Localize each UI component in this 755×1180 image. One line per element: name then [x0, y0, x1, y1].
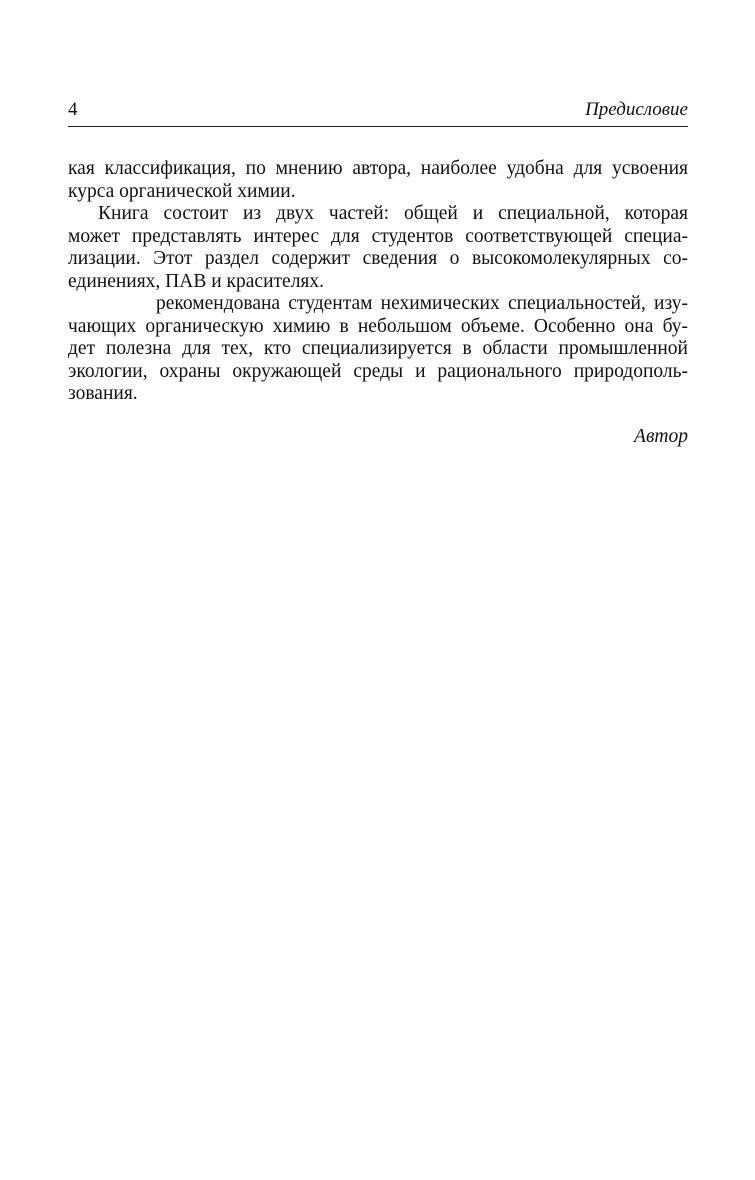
- page-number: 4: [68, 99, 78, 120]
- text-line: чающих органическую химию в небольшом объеме. Особенно она бу-: [68, 315, 688, 337]
- text-line: рекомендована студентам нехимических специальностей, изу-: [156, 293, 688, 314]
- text-line: дет полезна для тех, кто специализируется в области промышленной: [68, 338, 688, 359]
- text-line: единениях, ПАВ и красителях.: [68, 270, 325, 292]
- text-line: лизации. Этот раздел содержит сведения о высокомолекулярных со-: [68, 248, 688, 269]
- text-line: курса органической химии.: [68, 180, 296, 202]
- running-title: Предисловие: [585, 99, 688, 120]
- page-header: [68, 96, 688, 127]
- text-line: зования.: [68, 383, 138, 404]
- text-line: экологии, охраны окружающей среды и рационального природополь-: [68, 360, 688, 382]
- body-text: [68, 158, 688, 406]
- text-line: может представлять интерес для студентов соответствующей специа-: [68, 225, 688, 247]
- text-line: Книга состоит из двух частей: общей и специальной, которая: [98, 203, 688, 224]
- text-line: кая классификация, по мнению автора, наиболее удобна для усвоения: [68, 158, 688, 179]
- author-signature: Автор: [634, 426, 688, 447]
